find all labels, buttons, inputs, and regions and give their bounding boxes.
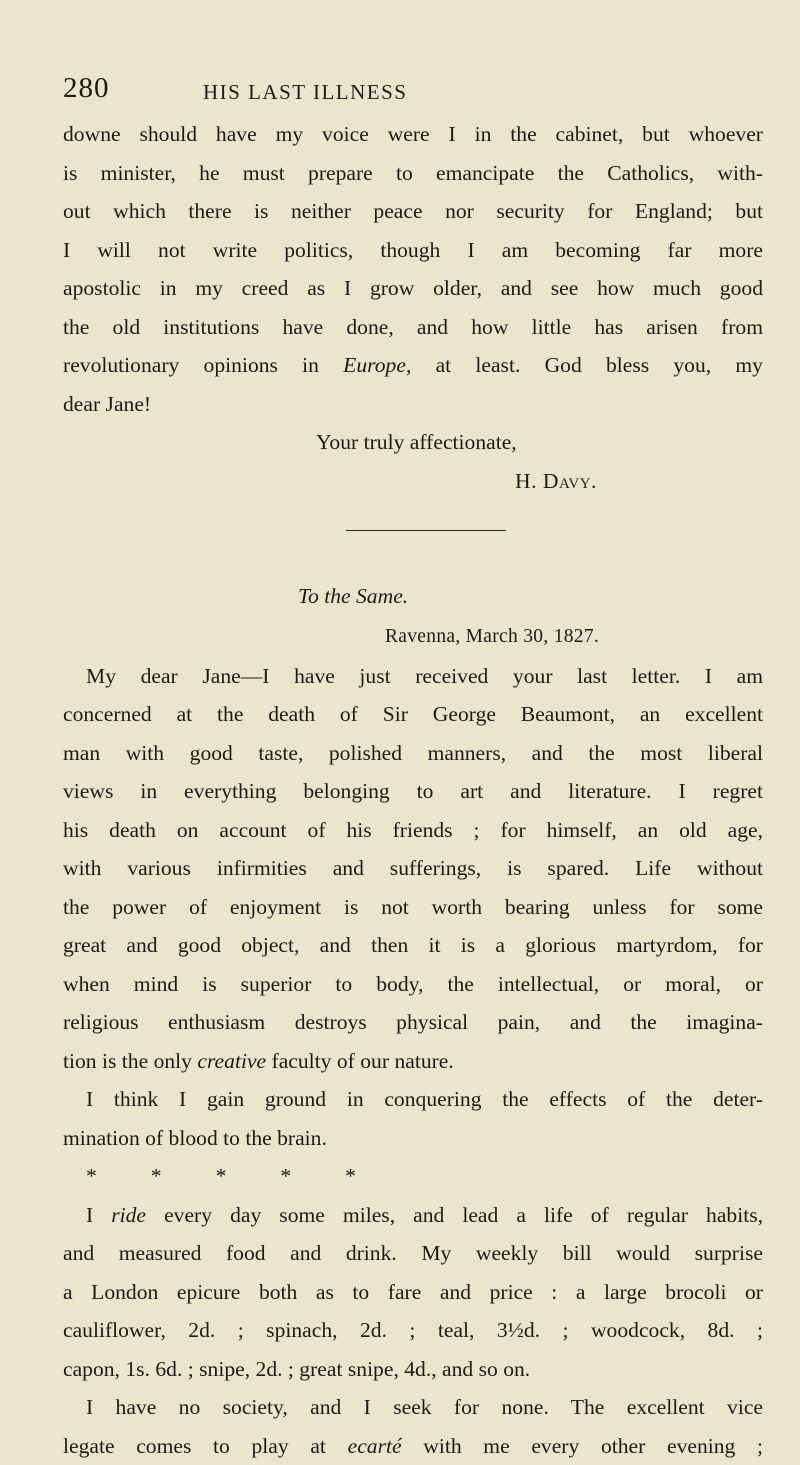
- text-line: great and good object, and then it is a glorious martyrdom, for: [63, 926, 763, 965]
- text-line: concerned at the death of Sir George Beaumont, an excellent: [63, 695, 763, 734]
- italic-word: ride: [111, 1203, 146, 1227]
- text-line: and measured food and drink. My weekly bill would surprise: [63, 1234, 763, 1273]
- text-line: religious enthusiasm destroys physical pain, and the imagina-: [63, 1003, 763, 1042]
- italic-word: Europe: [343, 353, 406, 377]
- text-run: legate comes to play at: [63, 1434, 348, 1458]
- text-run: with me every other evening ;: [402, 1434, 763, 1458]
- text-line: I have no society, and I seek for none. The excellent vice: [63, 1388, 763, 1427]
- text-line: out which there is neither peace nor security for England; but: [63, 192, 763, 231]
- text-line: [63, 1042, 763, 1081]
- text-line: the old institutions have done, and how little has arisen from: [63, 308, 763, 347]
- text-line: My dear Jane—I have just received your last letter. I am: [63, 657, 763, 696]
- italic-word: ecarté: [348, 1434, 402, 1458]
- paragraph: [63, 1196, 763, 1389]
- section-divider: [63, 500, 763, 564]
- text-line: when mind is superior to body, the intellectual, or moral, or: [63, 965, 763, 1004]
- letter-heading: To the Same.: [63, 574, 763, 618]
- text-line: views in everything belonging to art and literature. I regret: [63, 772, 763, 811]
- text-run: tion is the only: [63, 1049, 197, 1073]
- text-run: , at least. God bless you, my: [406, 353, 763, 377]
- running-title: HIS LAST ILLNESS: [203, 80, 407, 105]
- letter-closing: Your truly affectionate,: [63, 423, 763, 462]
- text-line: I think I gain ground in conquering the effects of the deter-: [63, 1080, 763, 1119]
- text-line: [63, 346, 763, 385]
- running-head: [63, 72, 763, 108]
- letter-dateline: Ravenna, March 30, 1827.: [63, 618, 763, 657]
- text-run: I: [86, 1203, 111, 1227]
- paragraph: [63, 1388, 763, 1465]
- text-line: capon, 1s. 6d. ; snipe, 2d. ; great snipe, 4d., and so on.: [63, 1350, 763, 1389]
- text-line: with various infirmities and sufferings, is spared. Life without: [63, 849, 763, 888]
- text-line: [63, 1196, 763, 1235]
- horizontal-rule: [346, 530, 506, 531]
- text-line: I will not write politics, though I am becoming far more: [63, 231, 763, 270]
- text-line: cauliflower, 2d. ; spinach, 2d. ; teal, 3½d. ; woodcock, 8d. ;: [63, 1311, 763, 1350]
- paragraph: [63, 657, 763, 1081]
- signature: H. Davy.: [63, 462, 763, 501]
- letter: [63, 574, 763, 1465]
- page-number: 280: [63, 72, 110, 105]
- italic-word: creative: [197, 1049, 266, 1073]
- text-line: man with good taste, polished manners, and the most liberal: [63, 734, 763, 773]
- text-line: apostolic in my creed as I grow older, and see how much good: [63, 269, 763, 308]
- text-run: every day some miles, and lead a life of regular habits,: [146, 1203, 763, 1227]
- asterisk-separator: * * * * *: [63, 1157, 763, 1196]
- text-line: a London epicure both as to fare and price : a large brocoli or: [63, 1273, 763, 1312]
- letter-ending: [63, 115, 763, 500]
- text-line: mination of blood to the brain.: [63, 1119, 763, 1158]
- text-line: the power of enjoyment is not worth bearing unless for some: [63, 888, 763, 927]
- paragraph: [63, 1080, 763, 1157]
- page-body: [63, 115, 763, 1465]
- text-line: [63, 1427, 763, 1465]
- text-line: his death on account of his friends ; for himself, an old age,: [63, 811, 763, 850]
- text-line: is minister, he must prepare to emancipate the Catholics, with-: [63, 154, 763, 193]
- text-run: faculty of our nature.: [266, 1049, 454, 1073]
- text-line: dear Jane!: [63, 385, 763, 424]
- text-line: downe should have my voice were I in the cabinet, but whoever: [63, 115, 763, 154]
- text-run: revolutionary opinions in: [63, 353, 343, 377]
